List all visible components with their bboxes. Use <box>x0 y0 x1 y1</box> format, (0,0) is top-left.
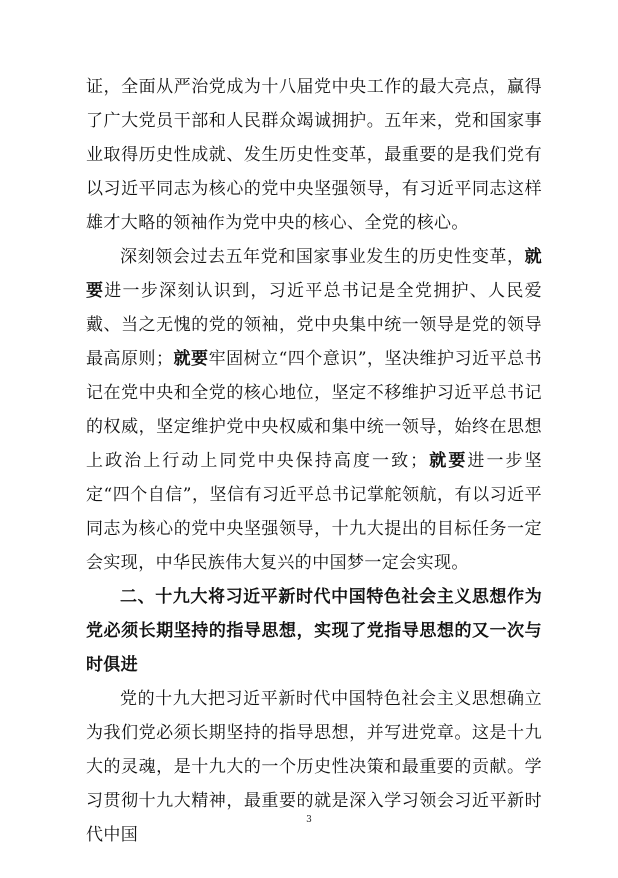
paragraph-historic-changes <box>86 240 542 580</box>
section-heading: 二、十九大将习近平新时代中国特色社会主义思想作为党必须长期坚持的指导思想，实现了党指导思想的又一次与时俱进 <box>86 587 542 675</box>
paragraph-text: 进一步深刻认识到，习近平总书记是全党拥护、人民爱戴、当之无愧的党的领袖，党中央集中统一领导是党的领导最高原则； <box>86 281 542 369</box>
document-body <box>86 70 542 852</box>
paragraph-text: 牢固树立“四个意识”，坚决维护习近平总书记在党中央和全党的核心地位，坚定不移维护习近平总书记的权威，坚定维护党中央权威和集中统一领导，始终在思想上政治上行动上同党中央保持高度一致； <box>86 349 542 471</box>
emphasis-keyword: 就要 <box>173 349 209 369</box>
paragraph-text: 深刻领会过去五年党和国家事业发生的历史性变革， <box>120 247 525 267</box>
paragraph-continuation: 证，全面从严治党成为十八届党中央工作的最大亮点，赢得了广大党员干部和人民群众竭诚拥护。五年来，党和国家事业取得历史性成就、发生历史性变革，最重要的是我们党有以习近平同志为核心的党中央坚强领导，有习近平同志这样雄才大略的领袖作为党中央的核心、全党的核心。 <box>86 77 542 233</box>
page-number: 3 <box>306 815 312 825</box>
emphasis-keyword: 就要 <box>86 247 542 301</box>
paragraph-guiding-thought: 党的十九大把习近平新时代中国特色社会主义思想确立为我们党必须长期坚持的指导思想，并写进党章。这是十九大的灵魂，是十九大的一个历史性决策和最重要的贡献。学习贯彻十九大精神，最重要的就是深入学习领会习近平新时代中国 <box>86 689 542 845</box>
emphasis-keyword: 就要 <box>427 451 468 471</box>
paragraph-text: 进一步坚定“四个自信”，坚信有习近平总书记掌舵领航，有以习近平同志为核心的党中央坚强领导，十九大提出的目标任务一定会实现，中华民族伟大复兴的中国梦一定会实现。 <box>86 451 542 573</box>
